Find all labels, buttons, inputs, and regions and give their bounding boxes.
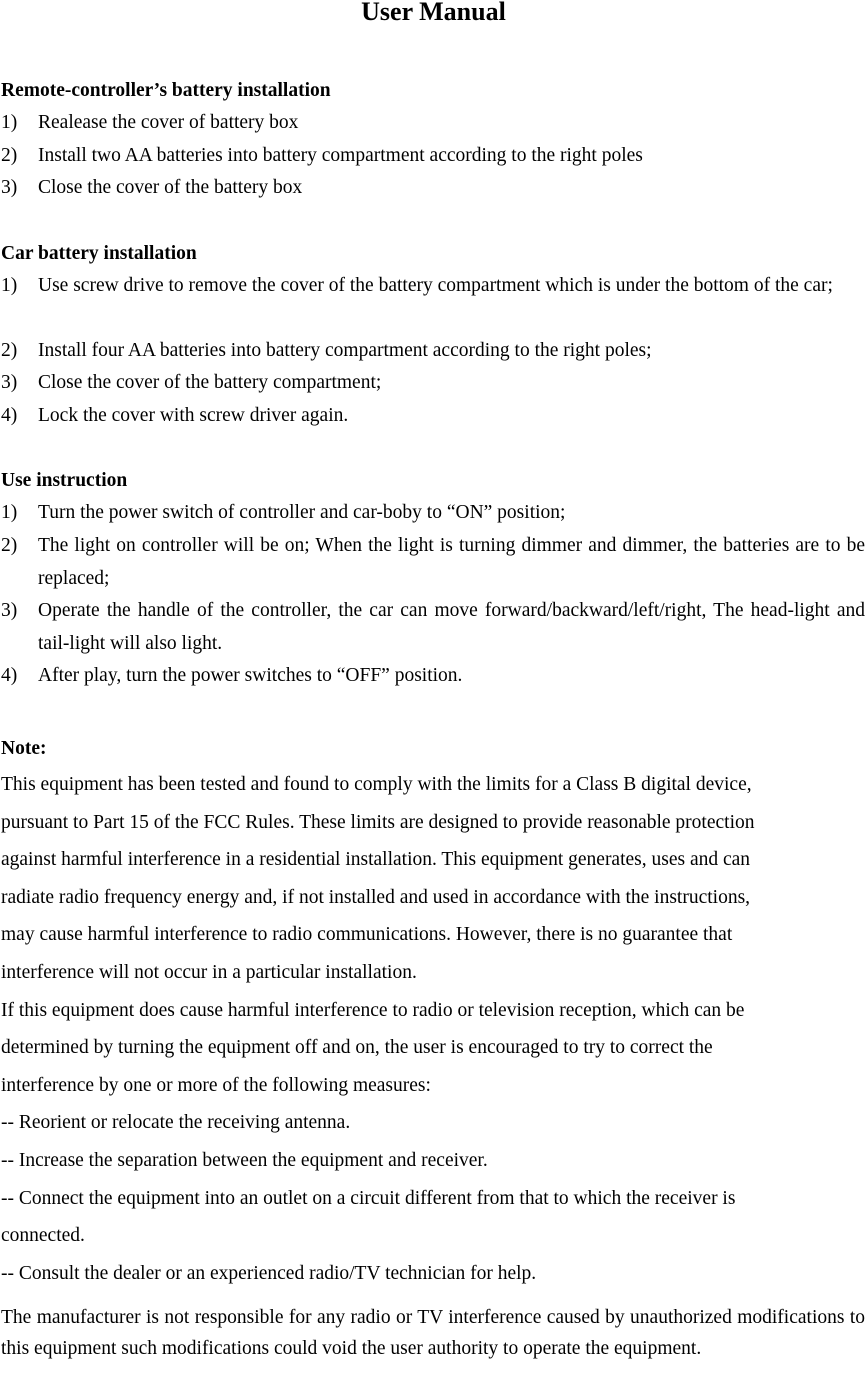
item-text: Realease the cover of battery box (38, 112, 299, 133)
item-number: 4) (1, 665, 18, 686)
note-line: connected. (1, 1225, 85, 1247)
note-heading: Note: (1, 738, 47, 759)
note-line: -- Increase the separation between the equipment and receiver. (1, 1149, 488, 1171)
note-body (1, 766, 865, 1292)
item-number: 2) (1, 340, 18, 361)
note-line: radiate radio frequency energy and, if not installed and used in accordance with the instructions, (1, 886, 751, 908)
section-heading-remote: Remote-controller’s battery installation (1, 80, 331, 101)
note-line: against harmful interference in a residential installation. This equipment generates, uses and can (1, 849, 751, 871)
note-line: -- Reorient or relocate the receiving antenna. (1, 1112, 351, 1134)
note-line: may cause harmful interference to radio communications. However, there is no guarantee that (1, 924, 733, 946)
item-text: Lock the cover with screw driver again. (38, 405, 349, 426)
note-line: determined by turning the equipment off and on, the user is encouraged to try to correct the (1, 1037, 713, 1059)
item-text: Close the cover of the battery box (38, 177, 303, 198)
note-line: -- Connect the equipment into an outlet on a circuit different from that to which the receiver is (1, 1187, 736, 1209)
note-line: If this equipment does cause harmful interference to radio or television reception, which can be (1, 999, 745, 1021)
note-line: interference by one or more of the following measures: (1, 1074, 431, 1096)
item-number: 1) (1, 275, 18, 296)
item-text: After play, turn the power switches to “OFF” position. (38, 665, 463, 686)
list-item (1, 660, 865, 693)
note-line: interference will not occur in a particular installation. (1, 961, 417, 983)
section-heading-car: Car battery installation (1, 243, 197, 264)
note-line: -- Consult the dealer or an experienced radio/TV technician for help. (1, 1262, 537, 1284)
item-text: The light on controller will be on; When the light is turning dimmer and dimmer, the batteries are to be replaced; (38, 535, 865, 589)
section-heading-use: Use instruction (1, 470, 128, 491)
item-text: Turn the power switch of controller and car-boby to “ON” position; (38, 502, 566, 523)
list-item (1, 400, 865, 433)
note-line: This equipment has been tested and found to comply with the limits for a Class B digital device, (1, 774, 752, 795)
item-text: Use screw drive to remove the cover of the battery compartment which is under the bottom of the car; (38, 275, 833, 296)
item-number: 3) (1, 177, 18, 198)
list-item (1, 497, 865, 530)
list-item (1, 530, 865, 595)
item-number: 4) (1, 405, 18, 426)
list-item (1, 367, 865, 400)
list-item (1, 140, 865, 173)
item-text: Install four AA batteries into battery compartment according to the right poles; (38, 340, 652, 361)
item-number: 3) (1, 372, 18, 393)
item-text: Operate the handle of the controller, the car can move forward/backward/left/right, The head-light and tail-light will also light. (38, 600, 865, 654)
list-item (1, 172, 865, 205)
item-number: 1) (1, 502, 18, 523)
item-number: 3) (1, 600, 18, 621)
disclaimer-paragraph: The manufacturer is not responsible for any radio or TV interference caused by unauthorized modifications to this equipment such modifications could void the user authority to operate the equipment. (1, 1307, 865, 1359)
item-text: Close the cover of the battery compartment; (38, 372, 382, 393)
page-title: User Manual (361, 0, 506, 26)
list-item (1, 107, 865, 140)
item-number: 1) (1, 112, 18, 133)
item-number: 2) (1, 145, 18, 166)
list-item (1, 270, 865, 303)
item-number: 2) (1, 535, 18, 556)
list-item (1, 595, 865, 660)
list-item (1, 335, 865, 368)
item-text: Install two AA batteries into battery compartment according to the right poles (38, 145, 643, 166)
note-line: pursuant to Part 15 of the FCC Rules. These limits are designed to provide reasonable protection (1, 811, 755, 833)
